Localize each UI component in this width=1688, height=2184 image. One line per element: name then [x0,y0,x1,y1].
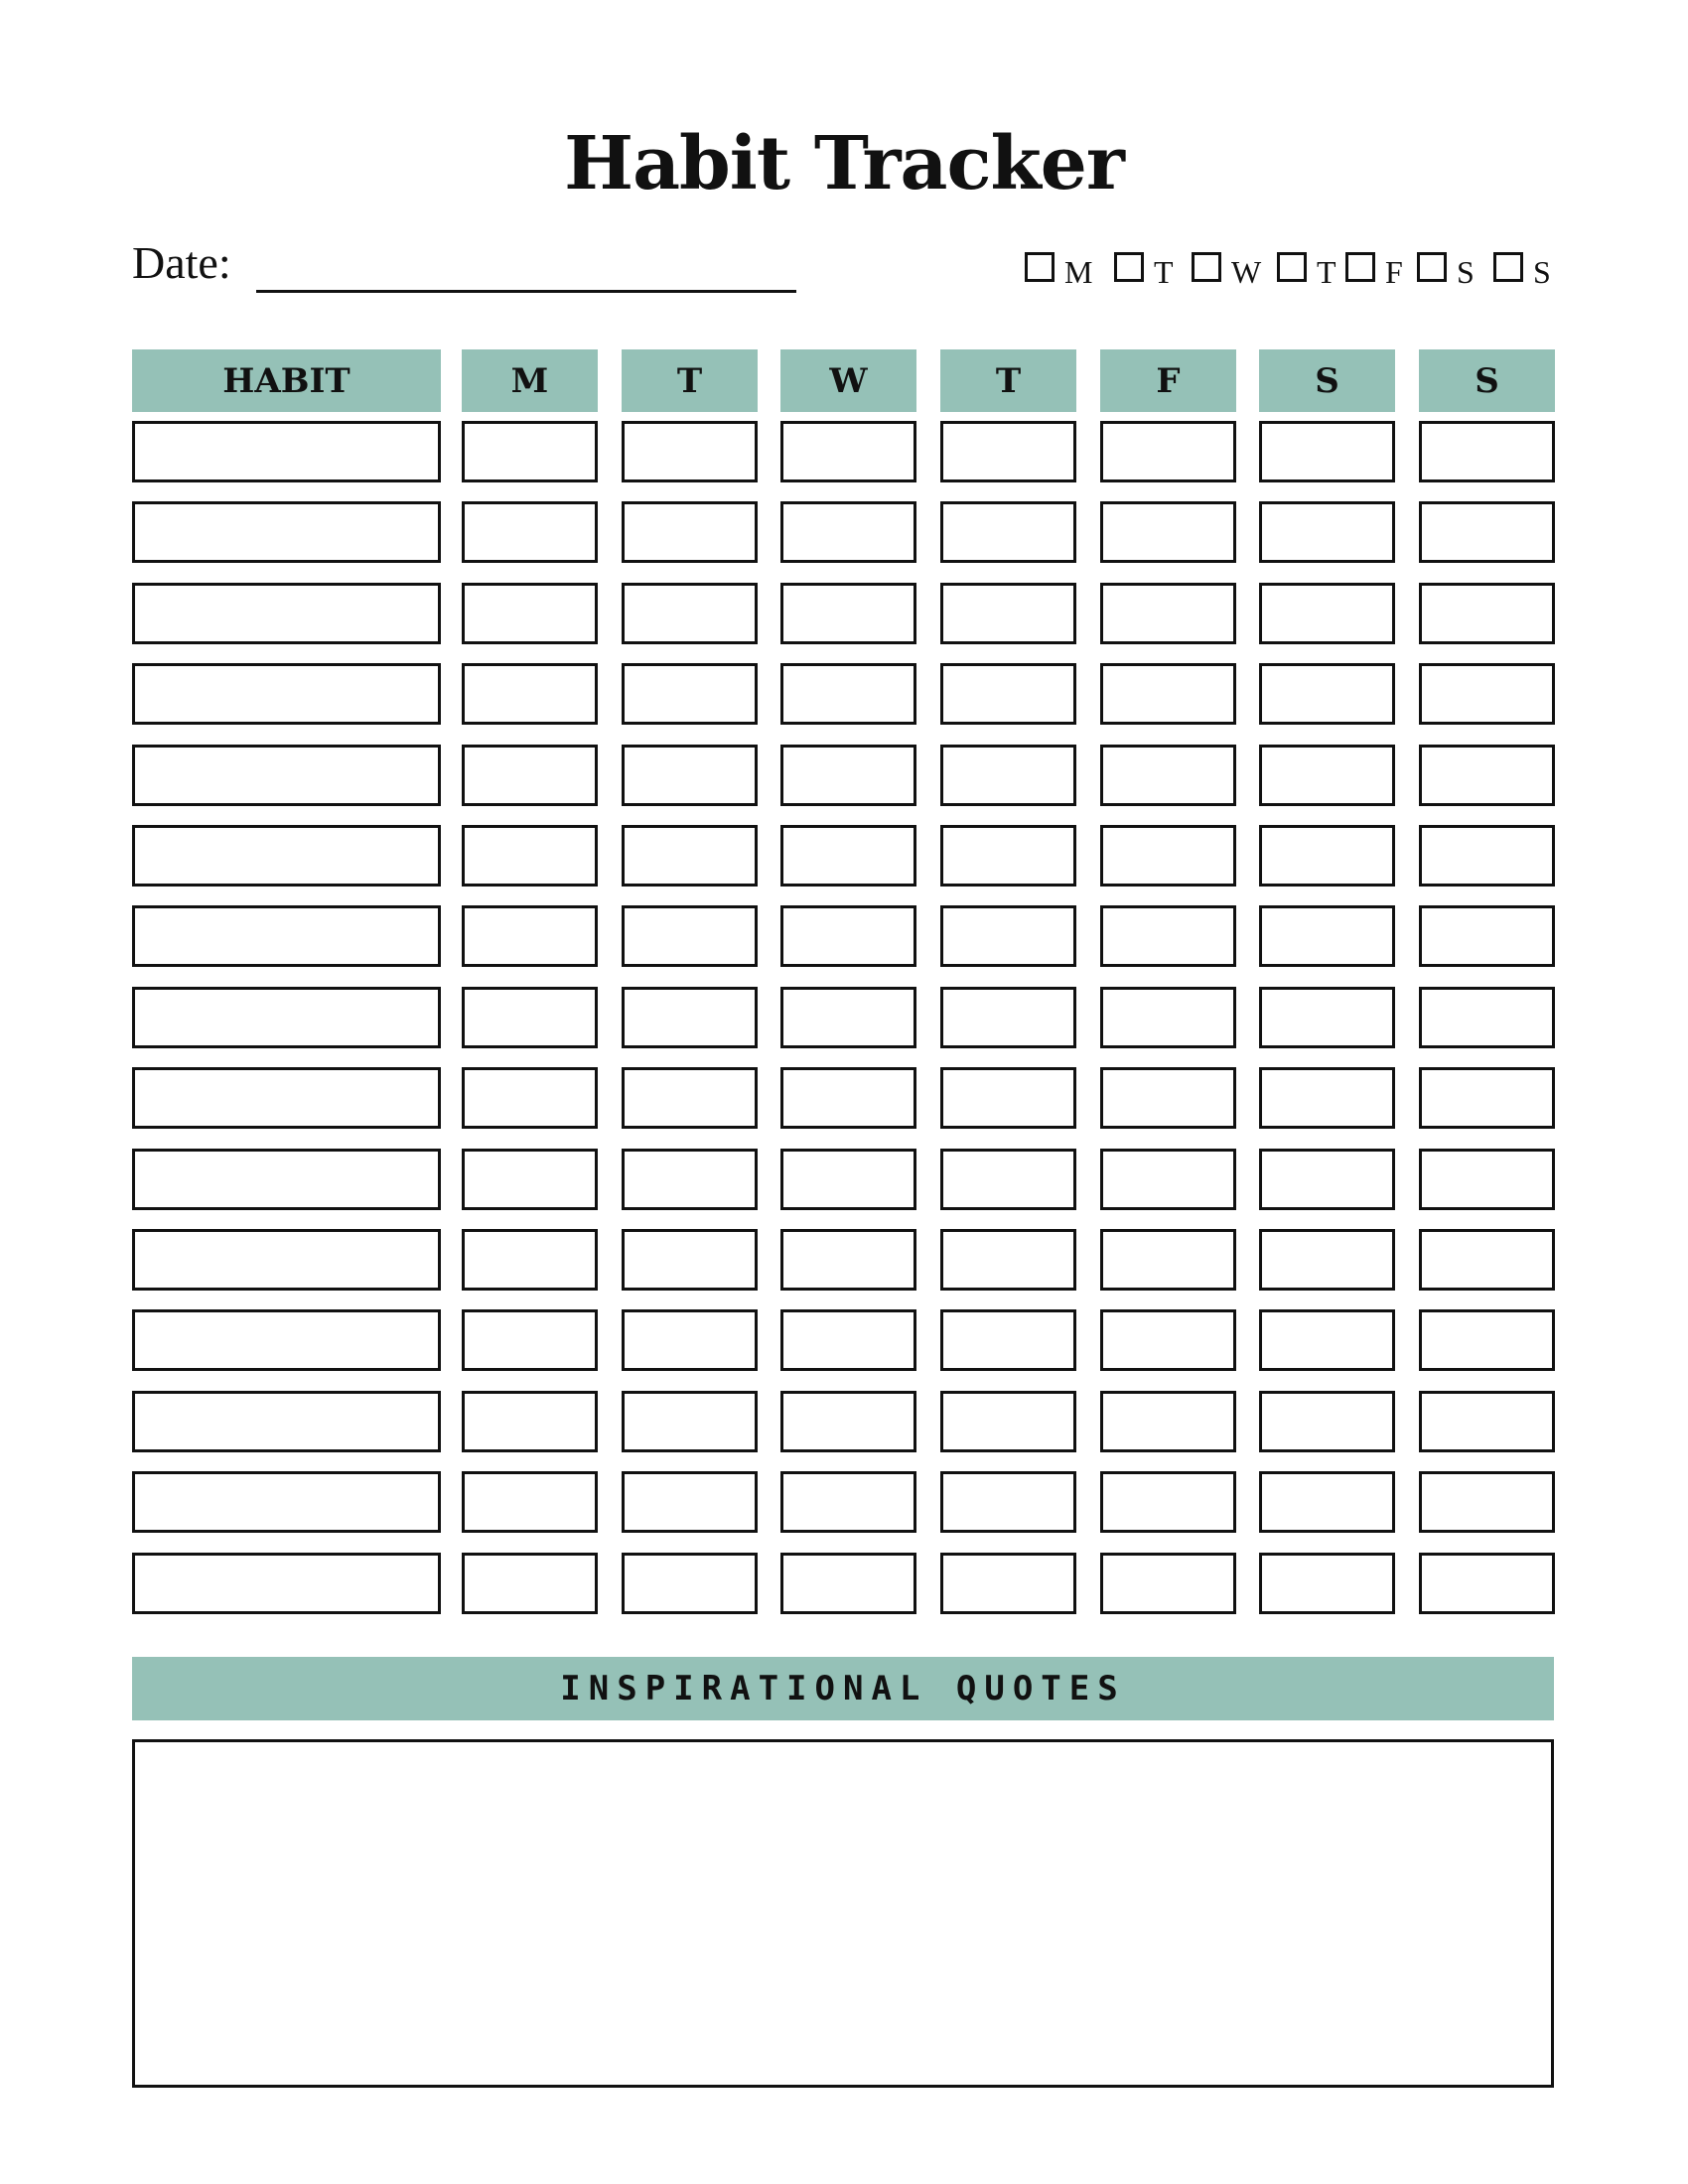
habit-check-cell[interactable] [622,1309,758,1371]
habit-check-cell[interactable] [622,1553,758,1614]
habit-check-cell[interactable] [1100,1553,1236,1614]
date-input-line[interactable] [256,290,796,293]
habit-check-cell[interactable] [940,905,1076,967]
checkbox[interactable] [1493,252,1523,282]
habit-name-cell[interactable] [132,1391,441,1452]
habit-check-cell[interactable] [1419,1553,1555,1614]
habit-name-cell[interactable] [132,1309,441,1371]
habit-name-cell[interactable] [132,1149,441,1210]
habit-check-cell[interactable] [462,1309,598,1371]
habit-check-cell[interactable] [1100,1229,1236,1291]
habit-check-cell[interactable] [462,1149,598,1210]
habit-check-cell[interactable] [1259,745,1395,806]
habit-name-cell[interactable] [132,421,441,482]
habit-check-cell[interactable] [622,1149,758,1210]
habit-name-cell[interactable] [132,987,441,1048]
habit-check-cell[interactable] [1259,1149,1395,1210]
habit-check-cell[interactable] [622,501,758,563]
habit-check-cell[interactable] [780,825,916,887]
habit-check-cell[interactable] [462,1067,598,1129]
habit-check-cell[interactable] [780,1391,916,1452]
habit-check-cell[interactable] [1259,1471,1395,1533]
day-check-label: T [1154,254,1174,290]
habit-check-cell[interactable] [1419,905,1555,967]
habit-check-cell[interactable] [462,1229,598,1291]
habit-check-cell[interactable] [940,1149,1076,1210]
habit-check-cell[interactable] [462,987,598,1048]
habit-check-cell[interactable] [462,421,598,482]
habit-check-cell[interactable] [780,1553,916,1614]
checkbox[interactable] [1025,252,1055,282]
checkbox[interactable] [1192,252,1221,282]
column-header: T [940,349,1076,412]
habit-check-cell[interactable] [1419,663,1555,725]
habit-check-cell[interactable] [780,905,916,967]
habit-check-cell[interactable] [1419,1391,1555,1452]
habit-check-cell[interactable] [1419,1067,1555,1129]
habit-check-cell[interactable] [1259,663,1395,725]
habit-check-cell[interactable] [1419,1229,1555,1291]
habit-check-cell[interactable] [780,583,916,644]
habit-check-cell[interactable] [1100,1391,1236,1452]
habit-check-cell[interactable] [1100,745,1236,806]
habit-check-cell[interactable] [1100,1149,1236,1210]
habit-check-cell[interactable] [462,1471,598,1533]
column-header: S [1259,349,1395,412]
day-check-label: M [1064,254,1093,290]
habit-check-cell[interactable] [622,1229,758,1291]
habit-check-cell[interactable] [462,1553,598,1614]
habit-check-cell[interactable] [1419,987,1555,1048]
habit-check-cell[interactable] [1259,825,1395,887]
habit-check-cell[interactable] [940,825,1076,887]
habit-check-cell[interactable] [1259,1067,1395,1129]
habit-check-cell[interactable] [1259,583,1395,644]
habit-check-cell[interactable] [622,905,758,967]
day-check-label: W [1231,254,1262,290]
habit-check-cell[interactable] [940,1067,1076,1129]
habit-check-cell[interactable] [940,663,1076,725]
habit-check-cell[interactable] [1259,905,1395,967]
habit-check-cell[interactable] [462,825,598,887]
habit-check-cell[interactable] [940,1553,1076,1614]
habit-check-cell[interactable] [780,1067,916,1129]
habit-check-cell[interactable] [1419,1149,1555,1210]
habit-name-cell[interactable] [132,663,441,725]
habit-check-cell[interactable] [622,663,758,725]
column-header: M [462,349,598,412]
habit-check-cell[interactable] [1419,745,1555,806]
habit-check-cell[interactable] [622,825,758,887]
habit-check-cell[interactable] [1259,1553,1395,1614]
habit-check-cell[interactable] [780,987,916,1048]
habit-check-cell[interactable] [462,1391,598,1452]
habit-name-cell[interactable] [132,501,441,563]
habit-check-cell[interactable] [462,905,598,967]
habit-check-cell[interactable] [1259,1309,1395,1371]
habit-name-cell[interactable] [132,1229,441,1291]
habit-check-cell[interactable] [1259,1391,1395,1452]
day-check-label: S [1533,254,1551,290]
day-check-label: T [1317,254,1336,290]
page-title: Habit Tracker [564,121,1124,206]
habit-check-cell[interactable] [1100,1067,1236,1129]
habit-check-cell[interactable] [1419,1471,1555,1533]
habit-check-cell[interactable] [1259,421,1395,482]
habit-check-cell[interactable] [1100,663,1236,725]
column-header: HABIT [132,349,441,412]
habit-name-cell[interactable] [132,1067,441,1129]
checkbox[interactable] [1277,252,1307,282]
habit-name-cell[interactable] [132,825,441,887]
habit-check-cell[interactable] [1100,987,1236,1048]
habit-name-cell[interactable] [132,905,441,967]
habit-check-cell[interactable] [1100,905,1236,967]
habit-check-cell[interactable] [1100,1471,1236,1533]
habit-check-cell[interactable] [940,501,1076,563]
habit-check-cell[interactable] [1259,501,1395,563]
date-label: Date: [132,237,231,288]
habit-check-cell[interactable] [940,1471,1076,1533]
checkbox[interactable] [1114,252,1144,282]
habit-check-cell[interactable] [1100,1309,1236,1371]
habit-check-cell[interactable] [1419,1309,1555,1371]
habit-check-cell[interactable] [462,663,598,725]
day-check-label: F [1385,254,1403,290]
habit-name-cell[interactable] [132,1553,441,1614]
habit-check-cell[interactable] [1259,987,1395,1048]
habit-check-cell[interactable] [780,663,916,725]
habit-check-cell[interactable] [780,1471,916,1533]
habit-check-cell[interactable] [940,987,1076,1048]
habit-check-cell[interactable] [1419,501,1555,563]
quotes-header: INSPIRATIONAL QUOTES [132,1657,1554,1720]
column-header: F [1100,349,1236,412]
habit-name-cell[interactable] [132,1471,441,1533]
habit-check-cell[interactable] [1100,421,1236,482]
quotes-box[interactable] [132,1739,1554,2088]
habit-name-cell[interactable] [132,745,441,806]
column-header: T [622,349,758,412]
habit-check-cell[interactable] [780,501,916,563]
habit-check-cell[interactable] [780,1309,916,1371]
habit-check-cell[interactable] [1259,1229,1395,1291]
habit-check-cell[interactable] [1100,825,1236,887]
habit-check-cell[interactable] [622,1067,758,1129]
day-check-label: S [1457,254,1475,290]
habit-check-cell[interactable] [940,421,1076,482]
habit-check-cell[interactable] [940,745,1076,806]
habit-check-cell[interactable] [940,1229,1076,1291]
habit-check-cell[interactable] [462,745,598,806]
habit-check-cell[interactable] [622,1471,758,1533]
habit-check-cell[interactable] [622,1391,758,1452]
habit-check-cell[interactable] [622,421,758,482]
checkbox[interactable] [1345,252,1375,282]
column-header: S [1419,349,1555,412]
habit-check-cell[interactable] [462,501,598,563]
habit-check-cell[interactable] [622,583,758,644]
habit-check-cell[interactable] [780,1229,916,1291]
checkbox[interactable] [1417,252,1447,282]
habit-check-cell[interactable] [940,1391,1076,1452]
habit-check-cell[interactable] [1100,501,1236,563]
habit-check-cell[interactable] [780,745,916,806]
habit-check-cell[interactable] [780,421,916,482]
habit-name-cell[interactable] [132,583,441,644]
habit-check-cell[interactable] [780,1149,916,1210]
habit-check-cell[interactable] [1100,583,1236,644]
habit-check-cell[interactable] [940,1309,1076,1371]
column-header: W [780,349,916,412]
habit-check-cell[interactable] [622,745,758,806]
habit-check-cell[interactable] [1419,421,1555,482]
habit-check-cell[interactable] [622,987,758,1048]
habit-check-cell[interactable] [1419,825,1555,887]
habit-check-cell[interactable] [1419,583,1555,644]
habit-check-cell[interactable] [462,583,598,644]
habit-check-cell[interactable] [940,583,1076,644]
